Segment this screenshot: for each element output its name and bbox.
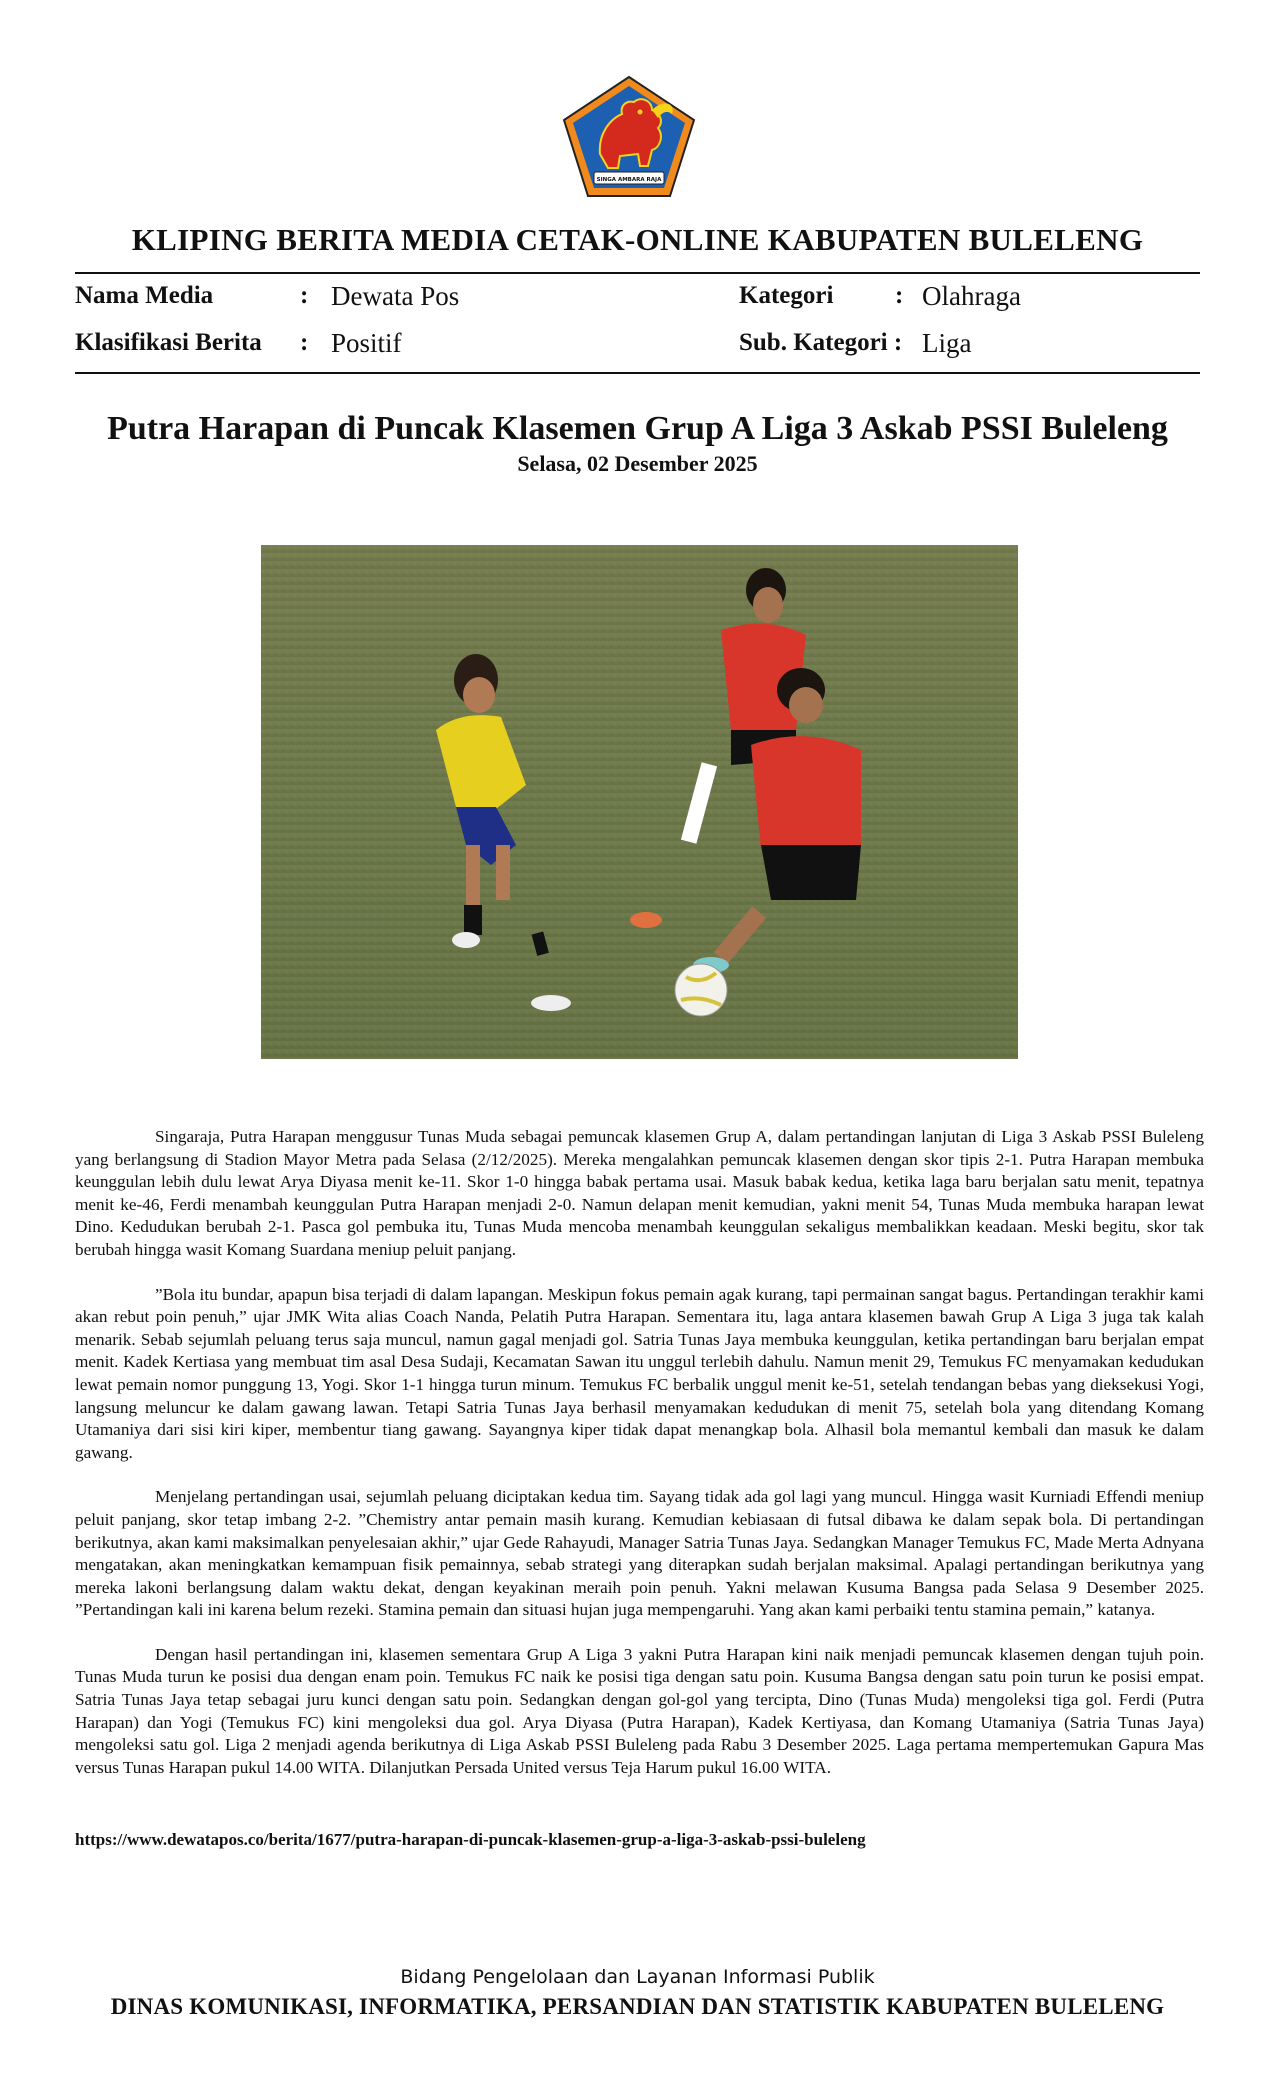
category-colon: : [895, 282, 904, 309]
clipping-heading: KLIPING BERITA MEDIA CETAK-ONLINE KABUPATEN BULELENG [131, 222, 1144, 257]
logo-caption: SINGA AMBARA RAJA [596, 177, 662, 183]
footer-agency: DINAS KOMUNIKASI, INFORMATIKA, PERSANDIAN DAN STATISTIK KABUPATEN BULELENG [110, 1994, 1165, 2019]
top-divider [75, 272, 1200, 274]
football-match-photo [261, 545, 1018, 1059]
article-paragraph: Dengan hasil pertandingan ini, klasemen sementara Grup A Liga 3 yakni Putra Harapan kini naik menjadi pemuncak klasemen dengan tujuh poin. Tunas Muda turun ke posisi dua dengan enam poin. Temukus FC naik ke posisi tiga dengan satu poin. Kusuma Bangsa dengan satu poin turun ke posisi empat. Satria Tunas Jaya tetap sebagai juru kunci dengan satu poin. Sedangkan dengan gol-gol yang tercipta, Dino (Tunas Muda) mengoleksi tiga gol. Ferdi (Putra Harapan) dan Yogi (Temukus FC) kini mengoleksi dua gol. Arya Diyasa (Putra Harapan), Kadek Kertiyasa, dan Komang Utamaniya (Satria Tunas Jaya) mengoleksi satu gol. Liga 2 menjadi agenda berikutnya di Liga Askab PSSI Buleleng pada Rabu 3 Desember 2025. Laga pertama mempertemukan Gapura Mas versus Tunas Harapan pukul 14.00 WITA. Dilanjutkan Persada United versus Teja Harum pukul 16.00 WITA. [75, 1644, 1204, 1777]
footer-division: Bidang Pengelolaan dan Layanan Informasi Publik [400, 1966, 875, 1988]
classification-colon: : [300, 329, 309, 356]
buleleng-regency-emblem [560, 74, 698, 200]
article-paragraph: Singaraja, Putra Harapan menggusur Tunas Muda sebagai pemuncak klasemen Grup A, dalam pertandingan lanjutan di Liga 3 Askab PSSI Buleleng yang berlangsung di Stadion Mayor Metra pada Selasa (2/12/2025). Mereka mengalahkan pemuncak klasemen dengan skor tipis 2-1. Putra Harapan membuka keunggulan lebih dulu lewat Arya Diyasa menit ke-11. Skor 1-0 hingga babak pertama usai. Masuk babak kedua, ketika laga baru berjalan satu menit, tepatnya menit ke-46, Ferdi menambah keunggulan Putra Harapan menjadi 2-0. Namun delapan menit kemudian, yakni menit 54, Tunas Muda membuka harapan lewat Dino. Kedudukan berubah 2-1. Pasca gol pembuka itu, Tunas Muda mencoba menambah keunggulan sekaligus membalikkan keadaan. Meski begitu, skor tak berubah hingga wasit Komang Suardana meniup peluit panjang. [75, 1127, 1204, 1259]
article-body [75, 1126, 1204, 1801]
media-label: Nama Media [75, 282, 214, 309]
article-paragraph: Menjelang pertandingan usai, sejumlah peluang diciptakan kedua tim. Sayang tidak ada gol lagi yang muncul. Hingga wasit Kurniadi Effendi meniup peluit panjang, skor tetap imbang 2-2. ”Chemistry antar pemain masih kurang. Kemudian kebiasaan di futsal dibawa ke dalam sepak bola. Di pertandingan berikutnya, akan kami maksimalkan penyelesaian akhir,” ujar Gede Rahayudi, Manager Satria Tunas Jaya. Sedangkan Manager Temukus FC, Made Merta Adnyana mengatakan, akan meningkatkan kemampuan fisik pemainnya, sebab strategi yang diterapkan sudah berjalan maksimal. Apalagi pertandingan berikutnya yang mereka lakoni berlangsung dalam waktu dekat, dengan keyakinan meraih poin penuh. Yakni melawan Kusuma Bangsa pada Selasa 9 Desember 2025. ”Pertandingan kali ini karena belum rezeki. Stamina pemain dan situasi hujan juga mempengaruhi. Yang akan kami perbaiki tentu stamina pemain,” katanya. [75, 1487, 1204, 1620]
source-link[interactable]: https://www.dewatapos.co/berita/1677/putra-harapan-di-puncak-klasemen-grup-a-liga-3-askab-pssi-buleleng [75, 1830, 866, 1849]
category-value: Olahraga [922, 281, 1021, 311]
classification-value: Positif [331, 328, 402, 358]
category-label: Kategori [739, 282, 834, 309]
media-colon: : [300, 282, 309, 309]
football [675, 964, 727, 1016]
bottom-divider [75, 372, 1200, 374]
article-title: Putra Harapan di Puncak Klasemen Grup A Liga 3 Askab PSSI Buleleng [107, 410, 1168, 447]
media-value: Dewata Pos [331, 281, 460, 311]
subcategory-value: Liga [922, 328, 972, 358]
subcategory-label: Sub. Kategori : [739, 329, 903, 356]
article-date: Selasa, 02 Desember 2025 [517, 451, 758, 476]
classification-label: Klasifikasi Berita [75, 329, 262, 356]
article-paragraph: ”Bola itu bundar, apapun bisa terjadi di dalam lapangan. Meskipun fokus pemain agak kurang, tapi permainan sangat bagus. Pertandingan terakhir kami akan rebut poin penuh,” ujar JMK Wita alias Coach Nanda, Pelatih Putra Harapan. Sementara itu, laga antara klasemen bawah Grup A Liga 3 juga tak kalah menarik. Sebab sejumlah peluang terus saja muncul, namun gagal menjadi gol. Satria Tunas Jaya membuka keunggulan, ketika pertandingan baru berjalan empat menit. Kadek Kertiasa yang membuat tim asal Desa Sudaji, Kecamatan Sawan itu unggul terlebih dahulu. Namun menit 29, Temukus FC menyamakan kedudukan lewat pemain nomor punggung 13, Yogi. Skor 1-1 hingga turun minum. Temukus FC berbalik unggul menit ke-51, setelah tendangan bebas yang dieksekusi Yogi, langsung meluncur ke dalam gawang lawan. Tetapi Satria Tunas Jaya berhasil menyamakan kedudukan di menit 75, setelah bola yang ditendang Komang Utamaniya dari sisi kiri kiper, membentur tiang gawang. Sayangnya kiper tidak dapat menangkap bola. Alhasil bola memantul kembali dan masuk ke dalam gawang. [75, 1284, 1204, 1462]
